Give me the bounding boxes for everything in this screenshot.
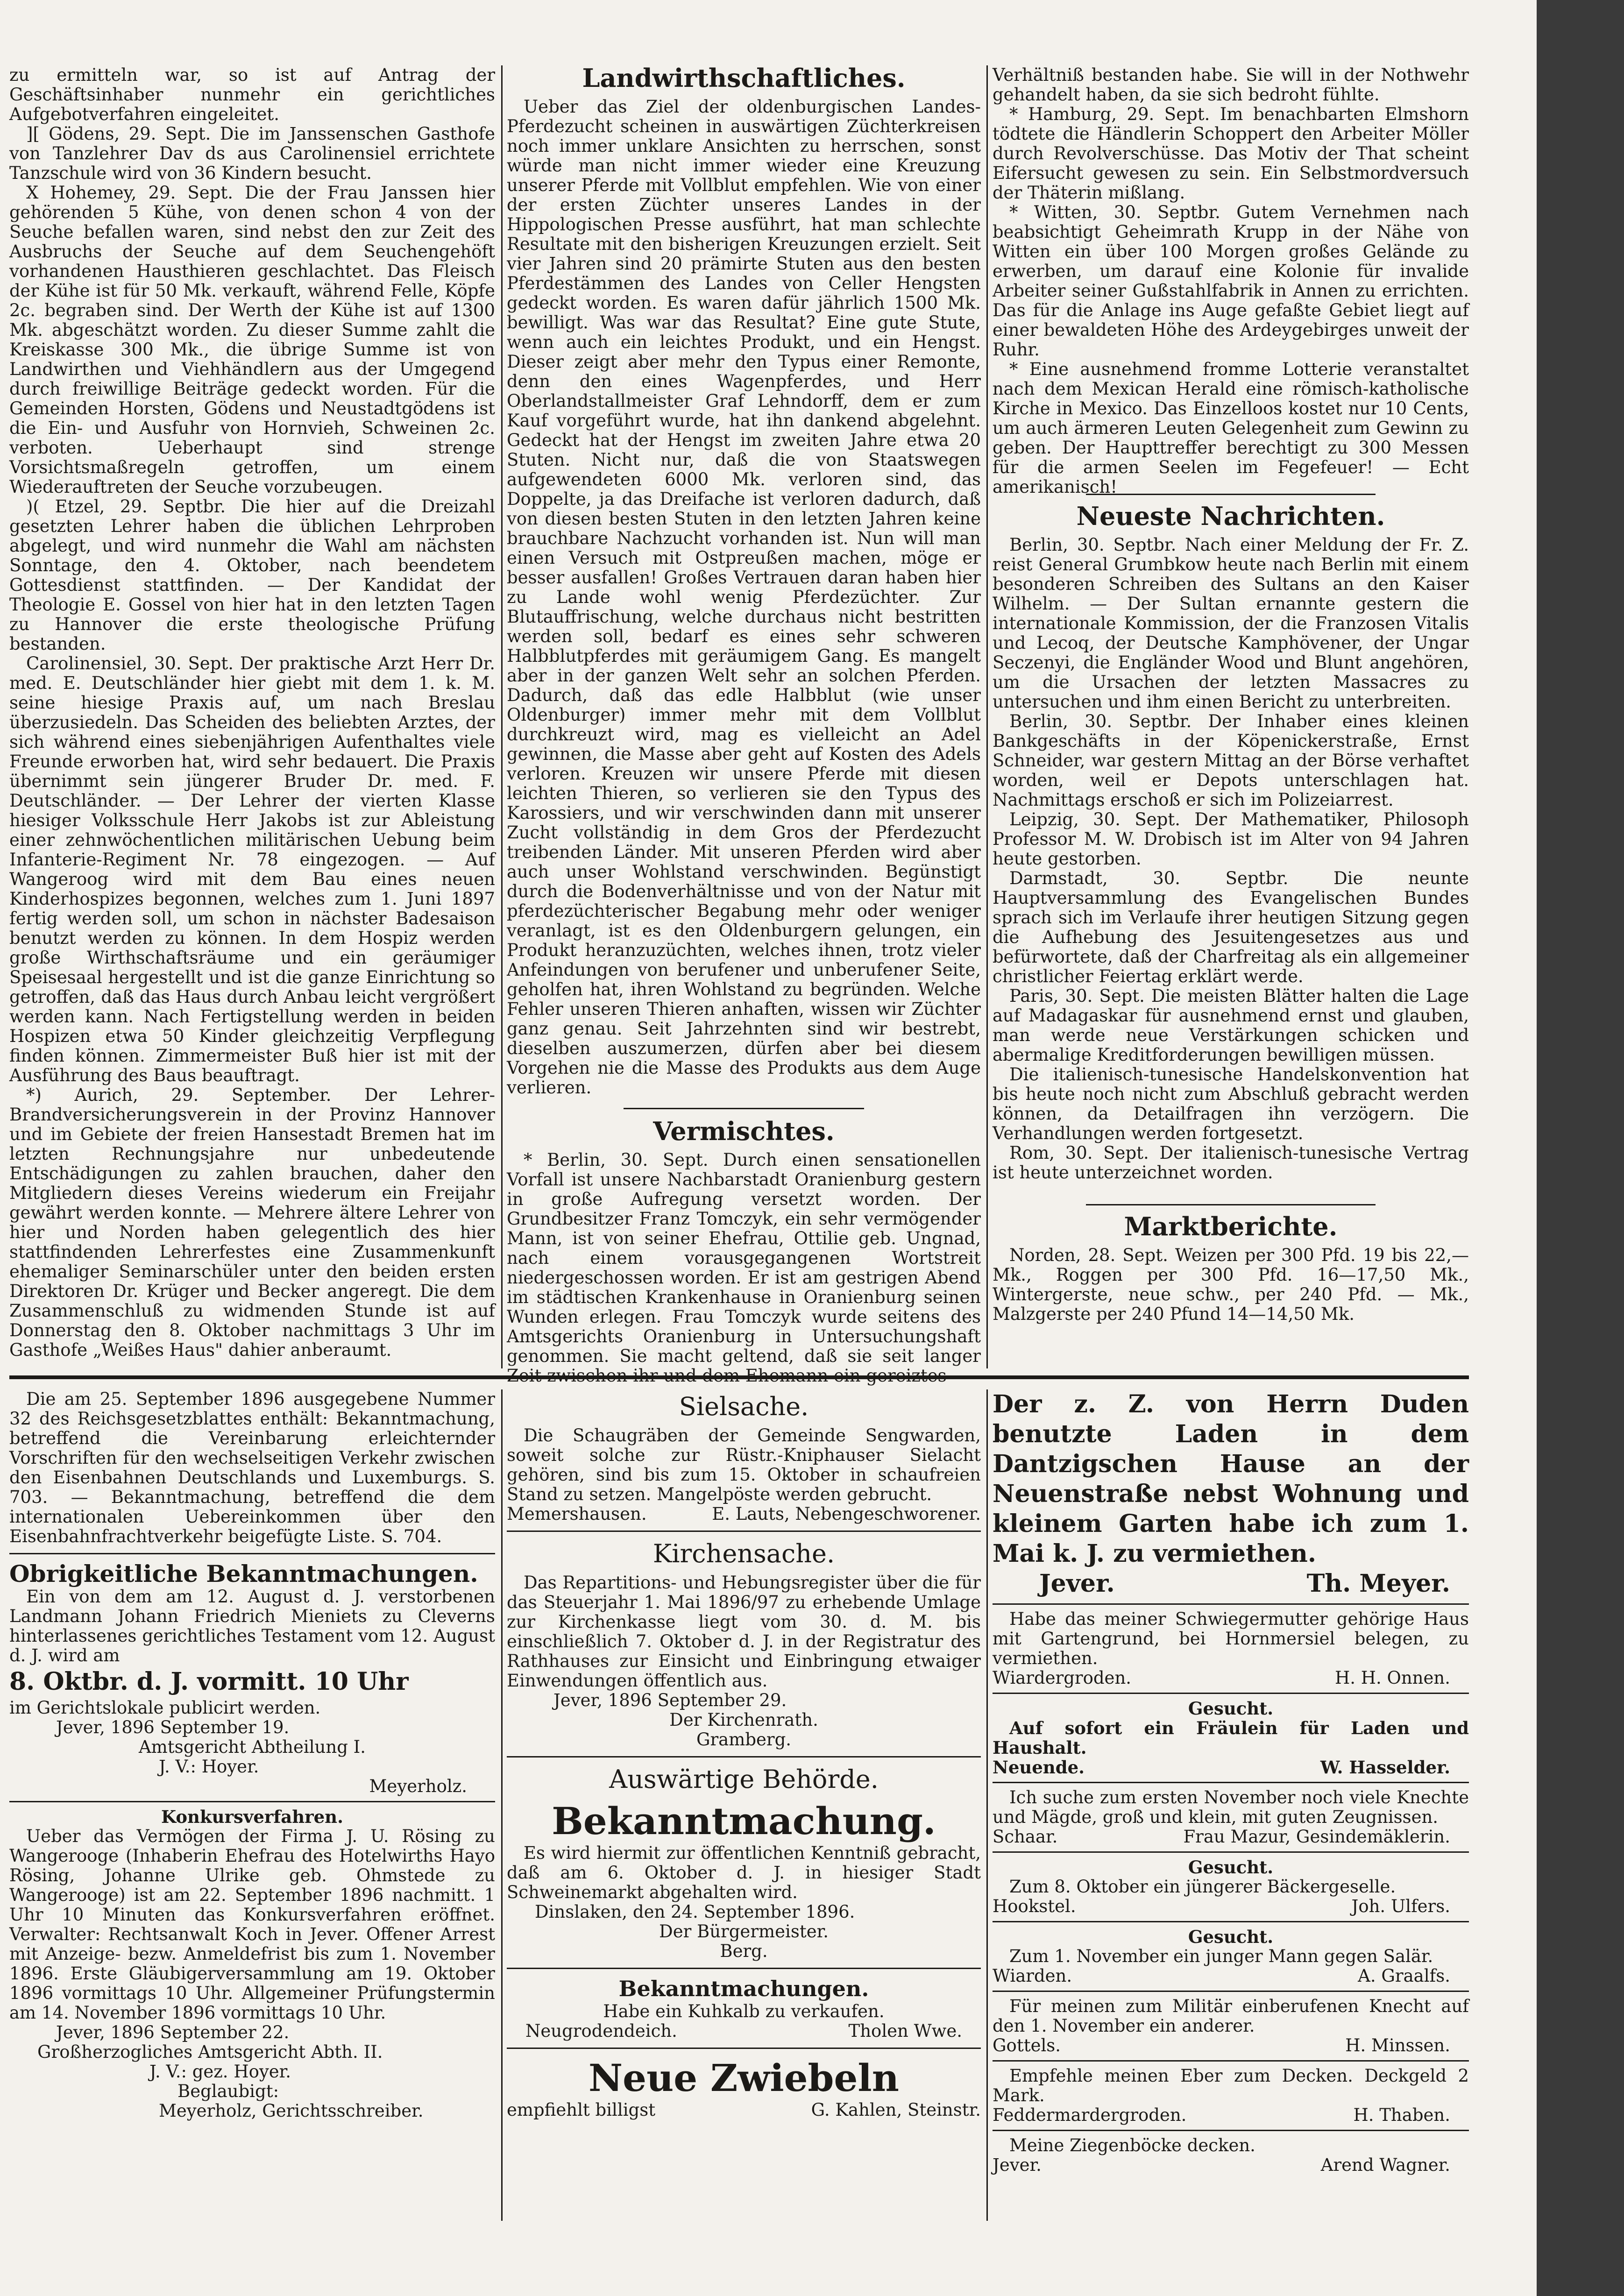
auswaertige-behoerde-heading: Auswärtige Behörde. bbox=[609, 1765, 879, 1794]
ad-rule bbox=[993, 1851, 1469, 1853]
haus-vermiethung-text: Habe das meiner Schwiegermutter gehörige Haus mit Gartengrund, bei Hornmersiel belegen, zu vermiethen. bbox=[993, 1609, 1469, 1668]
junger-mann-signer: A. Graalfs. bbox=[1358, 1966, 1450, 1986]
column-divider bbox=[501, 65, 503, 1368]
zwiebeln-offer: empfiehlt billigst bbox=[507, 2100, 656, 2120]
knechte-signature bbox=[993, 1827, 1469, 1847]
sielsache-signer: E. Lauts, Nebengeschworener. bbox=[712, 1504, 981, 1524]
obrigkeit-place: Jever, 1896 September 19. bbox=[56, 1717, 290, 1737]
knecht-place: Gottels. bbox=[993, 2035, 1061, 2055]
section-rule bbox=[1086, 494, 1376, 495]
paragraph: Leipzig, 30. Sept. Der Mathematiker, Philosoph Professor M. W. Drobisch ist im Alter von 94 Jahren heute gestorben. bbox=[993, 809, 1469, 869]
paragraph: Paris, 30. Sept. Die meisten Blätter halten die Lage auf Madagaskar für ausnehmend ernst und glauben, man werde neue Verstärkungen schicken und abermalige Kreditforderungen bewilligen müssen. bbox=[993, 986, 1469, 1065]
kirchensache-text: Das Repartitions- und Hebungsregister über die für das Steuerjahr 1. Mai 1896/97 zu erhebende Umlage zur Kirchenkasse liegt vom 30. d. M. bis einschließlich 7. Oktober d. J. in der Registratur des Rathhauses zur Einsicht und Einbringung etwaiger Einwendungen öffentlich aus. bbox=[507, 1573, 981, 1691]
paragraph: Rom, 30. Sept. Der italienisch-tunesische Vertrag ist heute unterzeichnet worden. bbox=[993, 1143, 1469, 1183]
notice-rule bbox=[507, 1756, 981, 1757]
bekanntmachung-office: Der Bürgermeister. bbox=[659, 1921, 829, 1942]
gesucht-heading: Gesucht. bbox=[1188, 1857, 1274, 1878]
eber-text: Empfehle meinen Eber zum Decken. Deckgeld 2 Mark. bbox=[993, 2066, 1469, 2105]
konkurs-place: Jever, 1896 September 22. bbox=[56, 2022, 290, 2042]
paragraph: * Eine ausnehmend fromme Lotterie veranstaltet nach dem Mexican Herald eine römisch-katholische Kirche in Mexico. Das Einzelloos kostet nur 10 Cents, um auch ärmeren Leuten Gelegenheit zum Gewinn zu geben. Der Haupttreffer berechtigt zu 300 Messen für die armen Seelen im Fegefeuer! — Echt amerikanisch! bbox=[993, 359, 1469, 497]
section-heading-landwirthschaftliches: Landwirthschaftliches. bbox=[582, 63, 906, 93]
column-3-text bbox=[993, 65, 1469, 497]
notice-rule bbox=[507, 1968, 981, 1969]
column-2-text bbox=[507, 97, 981, 1101]
bekanntmachung-heading: Bekanntmachung. bbox=[552, 1799, 936, 1843]
section-heading-vermischtes: Vermischtes. bbox=[653, 1116, 835, 1146]
column-3c-text bbox=[993, 1246, 1469, 1324]
paragraph: Carolinensiel, 30. Sept. Der praktische Arzt Herr Dr. med. E. Deutschländer hier giebt mit dem 1. k. M. seine hiesige Praxis auf, um nach Breslau überzusiedeln. Das Scheiden des beliebten Arztes, der sich während eines siebenjährigen Aufenthaltes viele Freunde erworben hat, wird sehr bedauert. Die Praxis übernimmt sein jüngerer Bruder Dr. med. F. Deutschländer. — Der Lehrer der vierten Klasse hiesiger Volksschule Herr Jakobs ist zur Ableistung einer zehnwöchentlichen militärischen Uebung beim Infanterie-Regiment Nr. 78 eingezogen. — Auf Wangeroog wird mit dem Bau eines neuen Kinderhospizes begonnen, welches zum 1. Juni 1897 fertig werden soll, um schon in nächster Badesaison benutzt werden zu können. In dem Hospiz werden große Wirthschaftsräume und ein geräumiger Speisesaal hergestellt und ist die ganze Einrichtung so getroffen, daß das Haus durch Anbau leicht vergrößert werden kann. Nach Fertigstellung werden in beiden Hospizen etwa 50 Kinder gleichzeitig Verpflegung finden können. Zimmermeister Buß hier ist mit der Ausführung des Baus beauftragt. bbox=[9, 653, 495, 1085]
junger-mann-place: Wiarden. bbox=[993, 1966, 1072, 1986]
konkurs-heading: Konkursverfahren. bbox=[161, 1807, 343, 1827]
obrigkeit-signature: J. V.: Hoyer. bbox=[159, 1757, 259, 1777]
column-divider bbox=[986, 1389, 988, 2221]
sielsache-place: Memershausen. bbox=[507, 1504, 647, 1524]
konkurs-clerk: Meyerholz, Gerichtsschreiber. bbox=[159, 2101, 424, 2121]
paragraph: * Hamburg, 29. Sept. Im benachbarten Elmshorn tödtete die Händlerin Schoppert den Arbeiter Möller durch Revolverschüsse. Das Motiv der That scheint Eifersucht gewesen zu sein. Ein Selbstmordversuch der Thäterin mißlang. bbox=[993, 104, 1469, 203]
ad-rule bbox=[993, 1782, 1469, 1783]
junger-mann-text: Zum 1. November ein junger Mann gegen Salär. bbox=[1009, 1946, 1433, 1966]
section-heading-neueste-nachrichten: Neueste Nachrichten. bbox=[1076, 501, 1385, 531]
laden-vermiethung-text: Der z. Z. von Herrn Duden benutzte Laden in dem Dantzigschen Hause an der Neuenstraße nebst Wohnung und kleinem Garten habe ich zum 1. Mai k. J. zu vermiethen. bbox=[993, 1390, 1469, 1568]
knechte-signer: Frau Mazur, Gesindemäklerin. bbox=[1183, 1827, 1450, 1847]
haus-place: Wiardergroden. bbox=[993, 1668, 1132, 1688]
fraeulein-signature bbox=[993, 1757, 1469, 1777]
notice-rule bbox=[9, 1553, 495, 1554]
bekanntmachung-text: Es wird hiermit zur öffentlichen Kenntniß gebracht, daß am 6. Oktober d. J. in hiesiger Stadt Schweinemarkt abgehalten wird. bbox=[507, 1843, 981, 1902]
fraeulein-text: Auf sofort ein Fräulein für Laden und Haushalt. bbox=[993, 1718, 1469, 1758]
baeckergeselle-place: Hookstel. bbox=[993, 1896, 1076, 1916]
obrigkeit-text: Ein von dem am 12. August d. J. verstorbenen Landmann Johann Friedrich Mieniets zu Cleverns hinterlassenes gerichtliches Testament vom 12. August d. J. wird am bbox=[9, 1587, 495, 1665]
kuhkalb-text: Habe ein Kuhkalb zu verkaufen. bbox=[603, 2001, 885, 2021]
paragraph: * Berlin, 30. Sept. Durch einen sensationellen Vorfall ist unsere Nachbarstadt Oranienburg gestern in große Aufregung versetzt worden. Der Grundbesitzer Franz Tomczyk, ein sehr vermögender Mann, ist von seiner Ehefrau, Ottilie geb. Ungnad, nach einem vorausgegangenen Wortstreit niedergeschossen worden. Er ist am gestrigen Abend im städtischen Krankenhause in Oranienburg seinen Wunden erlegen. Frau Tomczyk wurde seitens des Amtsgerichts Oranienburg in Untersuchungshaft genommen. Sie macht geltend, daß sie seit langer bbox=[507, 1150, 981, 1366]
kirchensache-heading: Kirchensache. bbox=[652, 1539, 835, 1568]
konkurs-signature: J. V.: gez. Hoyer. bbox=[149, 2062, 291, 2082]
column-divider bbox=[501, 1389, 503, 2221]
kuhkalb-signature bbox=[507, 2021, 981, 2041]
zwiebeln-signature bbox=[507, 2100, 981, 2120]
knechte-place: Schaar. bbox=[993, 1827, 1058, 1847]
laden-signer: Th. Meyer. bbox=[1306, 1569, 1450, 1598]
section-heading-marktberichte: Marktberichte. bbox=[1124, 1212, 1338, 1241]
paragraph: Verhältniß bestanden habe. Sie will in der Nothwehr gehandelt haben, da sie sich bedroht fühlte. bbox=[993, 65, 1469, 105]
junger-mann-signature bbox=[993, 1966, 1469, 1986]
ziegenboecke-text: Meine Ziegenböcke decken. bbox=[1009, 2135, 1255, 2155]
bekanntmachungen-heading: Bekanntmachungen. bbox=[618, 1976, 869, 2001]
kuhkalb-place: Neugrodendeich. bbox=[525, 2021, 677, 2041]
kirchensache-council: Der Kirchenrath. bbox=[669, 1710, 818, 1730]
bottom-middle-column bbox=[507, 1389, 981, 2286]
ad-rule bbox=[993, 2060, 1469, 2062]
obrigkeitliche-heading: Obrigkeitliche Bekanntmachungen. bbox=[9, 1560, 478, 1587]
ad-rule bbox=[993, 2130, 1469, 2131]
paragraph: X Hohemey, 29. Sept. Die der Frau Janssen hier gehörenden 5 Kühe, von denen schon 4 von der Seuche befallen waren, sind nebst den zur Zeit des Ausbruchs der Seuche auf dem Seuchengehöft vorhandenen Hausthieren geschlachtet. Das Fleisch der Kühe ist für 50 Mk. verkauft, während Felle, Köpfe 2c. begraben sind. Der Werth der Kühe ist auf 1300 Mk. abgeschätzt worden. Zu dieser Summe zahlt die Kreiskasse 300 Mk., die übrige Summe ist von Landwirthen und Viehhändlern aus der Umgegend durch freiwillige Beiträge gedeckt worden. Für die Gemeinden Horsten, Gödens und Neustadtgödens ist die Ein- und Ausfuhr von Hornvieh, Schweinen 2c. verboten. Ueberhaupt sind strenge Vorsichtsmaßregeln getroffen, um einem Wiederauftreten der Seuche vorzubeugen. bbox=[9, 183, 495, 497]
eber-place: Feddermardergroden. bbox=[993, 2105, 1187, 2125]
haus-signer: H. H. Onnen. bbox=[1334, 1668, 1450, 1688]
bekanntmachung-signer: Berg. bbox=[720, 1941, 768, 1961]
ziegenboecke-place: Jever. bbox=[993, 2155, 1042, 2175]
konkurs-certified: Beglaubigt: bbox=[177, 2081, 279, 2101]
obrigkeit-clerk: Meyerholz. bbox=[369, 1776, 467, 1796]
sielsache-heading: Sielsache. bbox=[679, 1392, 809, 1421]
paragraph: Ueber das Ziel der oldenburgischen Landes-Pferdezucht scheinen in auswärtigen Züchterkreisen noch immer unklare Ansichten zu herrschen, sonst würde man nicht immer wieder eine Kreuzung unserer Pferde mit Vollblut empfehlen. Wie von einer der ersten Züchter unseres Landes in der Hippologischen Presse ausführt, hat man schlechte Resultate mit den bisherigen Kreuzungen erzielt. Seit vier Jahren sind 20 prämirte Stuten aus den besten Pferdestämmen des Landes von Celler Hengsten gedeckt worden. Es waren dafür jährlich 1500 Mk. bewilligt. Was war das Resultat? Eine gute Stute, wenn auch ein leichtes Produkt, und ein Hengst. Dieser zeigt aber mehr den Typus einer Remonte, denn den eines Wagenpferdes, und Herr Oberlandstallmeister Graf Lehndorff, dem er zum Kauf vorgeführt wurde, hat ihn dankend abgelehnt. Gedeckt hat der Hengst im zweiten Jahre etwa 20 Stuten. Nicht nur, daß die von Staatswegen aufgewendeten 6000 Mk. verloren sind, das Doppelte, ja das Dreifache ist verloren dadurch, daß von diesen besten Stuten in den letzten Jahren keine brauchbare Nachzucht vorhanden ist. Nun will man einen Versuch mit Ostpreußen machen, möge er besser ausfallen! Großes Vertrauen daran haben hier zu Lande wohl wenig Pferdezüchter. Zur Blutauffrischung, welche durchaus nicht bestritten werden soll, bedarf es eines sehr schweren Halbblutpferdes mit geräumigem Gang. Es mangelt aber in der ganzen Welt sehr an solchen Pferden. Dadurch, daß das edle Halbblut (wie unser Oldenburger) immer mehr mit dem Vollblut durchkreuzt wird, mag es vielleicht an Adel gewinnen, die Masse aber geht auf Kosten des Adels verloren. Kreuzen wir unsere Pferde mit diesen leichten Thieren, so verlieren sie den Typus des Karossiers, und wir verschwinden dann mit unserer Zucht vollständig in dem Gros der Pferdezucht treibenden Länder. Mit unseren Pferden wird aber auch unser Wohlstand verschwinden. Begünstigt durch die Bodenverhältnisse und von der Natur mit pferdezüchterischer Begabung mehr oder weniger veranlagt, ist es den Oldenburgern gelungen, ein Produkt heranzuzüchten, welches ihnen, trotz vieler Anfeindungen von berufener und unberufener Seite, geholfen hat, ihren Wohlstand zu begründen. Welche Fehler unseren Thieren anhaften, wissen wir Züchter ganz genau. Seit Jahrzehnten sind wir bestrebt, dieselben auszumerzen, dürfen aber bei diesem Vorgehen nie die Masse des Produkts aus dem Auge verlieren. bbox=[507, 97, 981, 1098]
baeckergeselle-text: Zum 8. Oktober ein jüngerer Bäckergeselle. bbox=[1009, 1877, 1396, 1897]
column-1-text bbox=[9, 65, 495, 1360]
bekanntmachung-place: Dinslaken, den 24. September 1896. bbox=[535, 1902, 855, 1922]
ad-rule bbox=[993, 1921, 1469, 1922]
notice-rule bbox=[9, 1801, 495, 1802]
zwiebeln-seller: G. Kahlen, Steinstr. bbox=[811, 2100, 981, 2120]
notice-rule bbox=[507, 1531, 981, 1532]
baeckergeselle-signature bbox=[993, 1897, 1469, 1916]
eber-signature bbox=[993, 2105, 1469, 2125]
paragraph: zu ermitteln war, so ist auf Antrag der Geschäftsinhaber nunmehr ein gerichtliches Aufgebotverfahren eingeleitet. bbox=[9, 65, 495, 124]
top-column-3 bbox=[993, 65, 1469, 1368]
baeckergeselle-signer: Joh. Ulfers. bbox=[1351, 1896, 1450, 1916]
column-divider bbox=[986, 65, 988, 1368]
section-rule bbox=[1086, 1204, 1376, 1205]
paragraph: * Witten, 30. Septbr. Gutem Vernehmen nach beabsichtigt Geheimrath Krupp in der Nähe von Witten ein über 100 Morgen großes Gelände zu erwerben, um darauf eine Kolonie für invalide Arbeiter seiner Gußstahlfabrik in Annen zu errichten. Das für die Anlage ins Auge gefaßte Gebiet liegt auf einer bewaldeten Höhe des Ardeygebirges unweit der Ruhr. bbox=[993, 202, 1469, 360]
paragraph: Darmstadt, 30. Septbr. Die neunte Hauptversammlung des Evangelischen Bundes sprach sich im Verlaufe ihrer heutigen Sitzung gegen die Aufhebung des Jesuitengesetzes aus und befürwortete, daß der Charfreitag als ein allgemeiner christlicher Feiertag erklärt werde. bbox=[993, 868, 1469, 986]
paragraph: Berlin, 30. Septbr. Der Inhaber eines kleinen Bankgeschäfts in der Köpenickerstraße, Ernst Schneider, war gestern Mittag an der Börse verhaftet worden, weil er Depots unterschlagen hat. Nachmittags erschoß er sich im Polizeiarrest. bbox=[993, 711, 1469, 810]
gesucht-heading: Gesucht. bbox=[1188, 1698, 1274, 1719]
obrigkeit-text-2: im Gerichtslokale publicirt werden. bbox=[9, 1698, 321, 1718]
ad-rule bbox=[993, 1603, 1469, 1605]
sielsache-text: Die Schaugräben der Gemeinde Sengwarden, soweit solche zur Rüstr.-Kniphauser Sielacht gehören, sind bis zum 15. Oktober in schaufreien Stand zu setzen. Mangelpöste werden gebrucht. bbox=[507, 1425, 981, 1504]
knecht-text: Für meinen zum Militär einberufenen Knecht auf den 1. November ein anderer. bbox=[993, 1996, 1469, 2036]
bottom-left-column bbox=[9, 1389, 495, 2286]
notice-rule bbox=[507, 2048, 981, 2049]
sielsache-signature bbox=[507, 1504, 981, 1524]
ad-rule bbox=[993, 1693, 1469, 1694]
section-rule bbox=[624, 1108, 864, 1109]
laden-signature bbox=[993, 1569, 1469, 1599]
konkurs-court: Großherzogliches Amtsgericht Abth. II. bbox=[37, 2042, 383, 2062]
fraeulein-signer: W. Hasselder. bbox=[1320, 1757, 1450, 1778]
reichsgesetzblatt-notice: Die am 25. September 1896 ausgegebene Nummer 32 des Reichsgesetzblattes enthält: Bekanntmachung, betreffend die Vereinbarung erleichternder Vorschriften für den wechselseitigen Verkehr zwischen den Eisenbahnen Deutschlands und Luxemburgs. S. 703. — Bekanntmachung, betreffend die dem internationalen Uebereinkommen über den Eisenbahnfrachtverkehr beigefügte Liste. S. 704. bbox=[9, 1389, 495, 1546]
paragraph: Berlin, 30. Septbr. Nach einer Meldung der Fr. Z. reist General Grumbkow heute nach Berlin mit einem besonderen Schreiben des Sultans an den Kaiser Wilhelm. — Der Sultan ernannte gestern die internationale Kommission, der die Franzosen Vitalis und Lecoq, der Deutsche Kamphövener, der Ungar Seczenyi, die Engländer Wood und Blunt angehören, um die Ursachen der letzten Massacres zu untersuchen und ihm einen Bericht zu unterbreiten. bbox=[993, 535, 1469, 712]
paragraph: Die italienisch-tunesische Handelskonvention hat bis heute noch nicht zum Abschluß gebracht werden können, da Detailfragen ihn verzögern. Die Verhandlungen werden fortgesetzt. bbox=[993, 1064, 1469, 1143]
top-column-1 bbox=[9, 65, 495, 1364]
column-3b-text bbox=[993, 535, 1469, 1198]
bottom-right-column bbox=[993, 1389, 1469, 2286]
kuhkalb-signer: Tholen Wwe. bbox=[848, 2021, 962, 2041]
ziegenboecke-signature bbox=[993, 2155, 1469, 2175]
paragraph: )( Etzel, 29. Septbr. Die hier auf die Dreizahl gesetzten Lehrer haben die üblichen Lehrproben abgelegt, und wird nunmehr die Wahl am nächsten Sonntage, den 4. Oktober, nach beendetem Gottesdienst stattfinden. — Der Kandidat der Theologie E. Gossel von hier hat in den letzten Tagen zu Hannover die erste theologische Prüfung bestanden. bbox=[9, 496, 495, 654]
section-separator bbox=[9, 1375, 1469, 1379]
paragraph: Norden, 28. Sept. Weizen per 300 Pfd. 19 bis 22,— Mk., Roggen per 300 Pfd. 16—17,50 Mk., Wintergerste, neue schw., per 240 Pfd. — Mk., Malzgerste per 240 Pfund 14—14,50 Mk. bbox=[993, 1245, 1469, 1324]
ad-rule bbox=[993, 1991, 1469, 1992]
kirchensache-place: Jever, 1896 September 29. bbox=[553, 1690, 787, 1710]
paragraph: *) Aurich, 29. September. Der Lehrer-Brandversicherungsverein in der Provinz Hannover und im Gebiete der freien Hansestadt Bremen hat im letzten Rechnungsjahre nur unbedeutende Entschädigungen zu zahlen brauchen, daher den Mitgliedern dieses Vereins wiederum ein Freijahr gewährt werden konnte. — Mehrere ältere Lehrer von hier und Norden haben gelegentlich des hier stattfindenden Lehrerfestes eine Zusammenkunft ehemaliger Seminarschüler unter den beiden ersten Direktoren Dr. Krüger und Becker angeregt. Die dem Zusammenschluß zu widmenden Stunde ist auf Donnerstag den 8. Oktober nachmittags 3 Uhr im Gasthofe „Weißes Haus" dahier anberaumt. bbox=[9, 1085, 495, 1360]
eber-signer: H. Thaben. bbox=[1353, 2105, 1450, 2125]
laden-place: Jever. bbox=[1039, 1569, 1115, 1598]
obrigkeit-court: Amtsgericht Abtheilung I. bbox=[138, 1737, 366, 1757]
scan-edge bbox=[1537, 0, 1624, 2296]
paragraph: ][ Gödens, 29. Sept. Die im Janssenschen Gasthofe von Tanzlehrer Dav ds aus Carolinensiel errichtete Tanzschule wird von 36 Kindern besucht. bbox=[9, 124, 495, 183]
ziegenboecke-signer: Arend Wagner. bbox=[1320, 2155, 1450, 2175]
knecht-signature bbox=[993, 2036, 1469, 2055]
gesucht-heading: Gesucht. bbox=[1188, 1927, 1274, 1947]
top-column-2 bbox=[507, 61, 981, 1368]
kirchensache-signer: Gramberg. bbox=[696, 1729, 792, 1750]
haus-signature bbox=[993, 1668, 1469, 1688]
fraeulein-place: Neuende. bbox=[993, 1757, 1085, 1778]
konkurs-text: Ueber das Vermögen der Firma J. U. Rösing zu Wangerooge (Inhaberin Ehefrau des Hotelwirths Hayo Rösing, Johanne Ulrike geb. Ohmstede zu Wangerooge) ist am 22. September 1896 nachmitt. 1 Uhr 10 Minuten das Konkursverfahren eröffnet. Verwalter: Rechtsanwalt Koch in Jever. Offener Arrest mit Anzeige- bezw. Anmeldefrist bis zum 1. November 1896. Erste Gläubigerversammlung am 19. Oktober 1896 vormittags 10 Uhr. Allgemeiner Prüfungstermin am 14. November 1896 vormittags 10 Uhr. bbox=[9, 1826, 495, 2023]
publication-date: 8. Oktbr. d. J. vormitt. 10 Uhr bbox=[9, 1667, 409, 1696]
zwiebeln-heading: Neue Zwiebeln bbox=[589, 2056, 899, 2100]
column-2b-text bbox=[507, 1150, 981, 1386]
knechte-text: Ich suche zum ersten November noch viele Knechte und Mägde, groß und klein, mit guten Zeugnissen. bbox=[993, 1787, 1469, 1827]
knecht-signer: H. Minssen. bbox=[1345, 2035, 1450, 2055]
